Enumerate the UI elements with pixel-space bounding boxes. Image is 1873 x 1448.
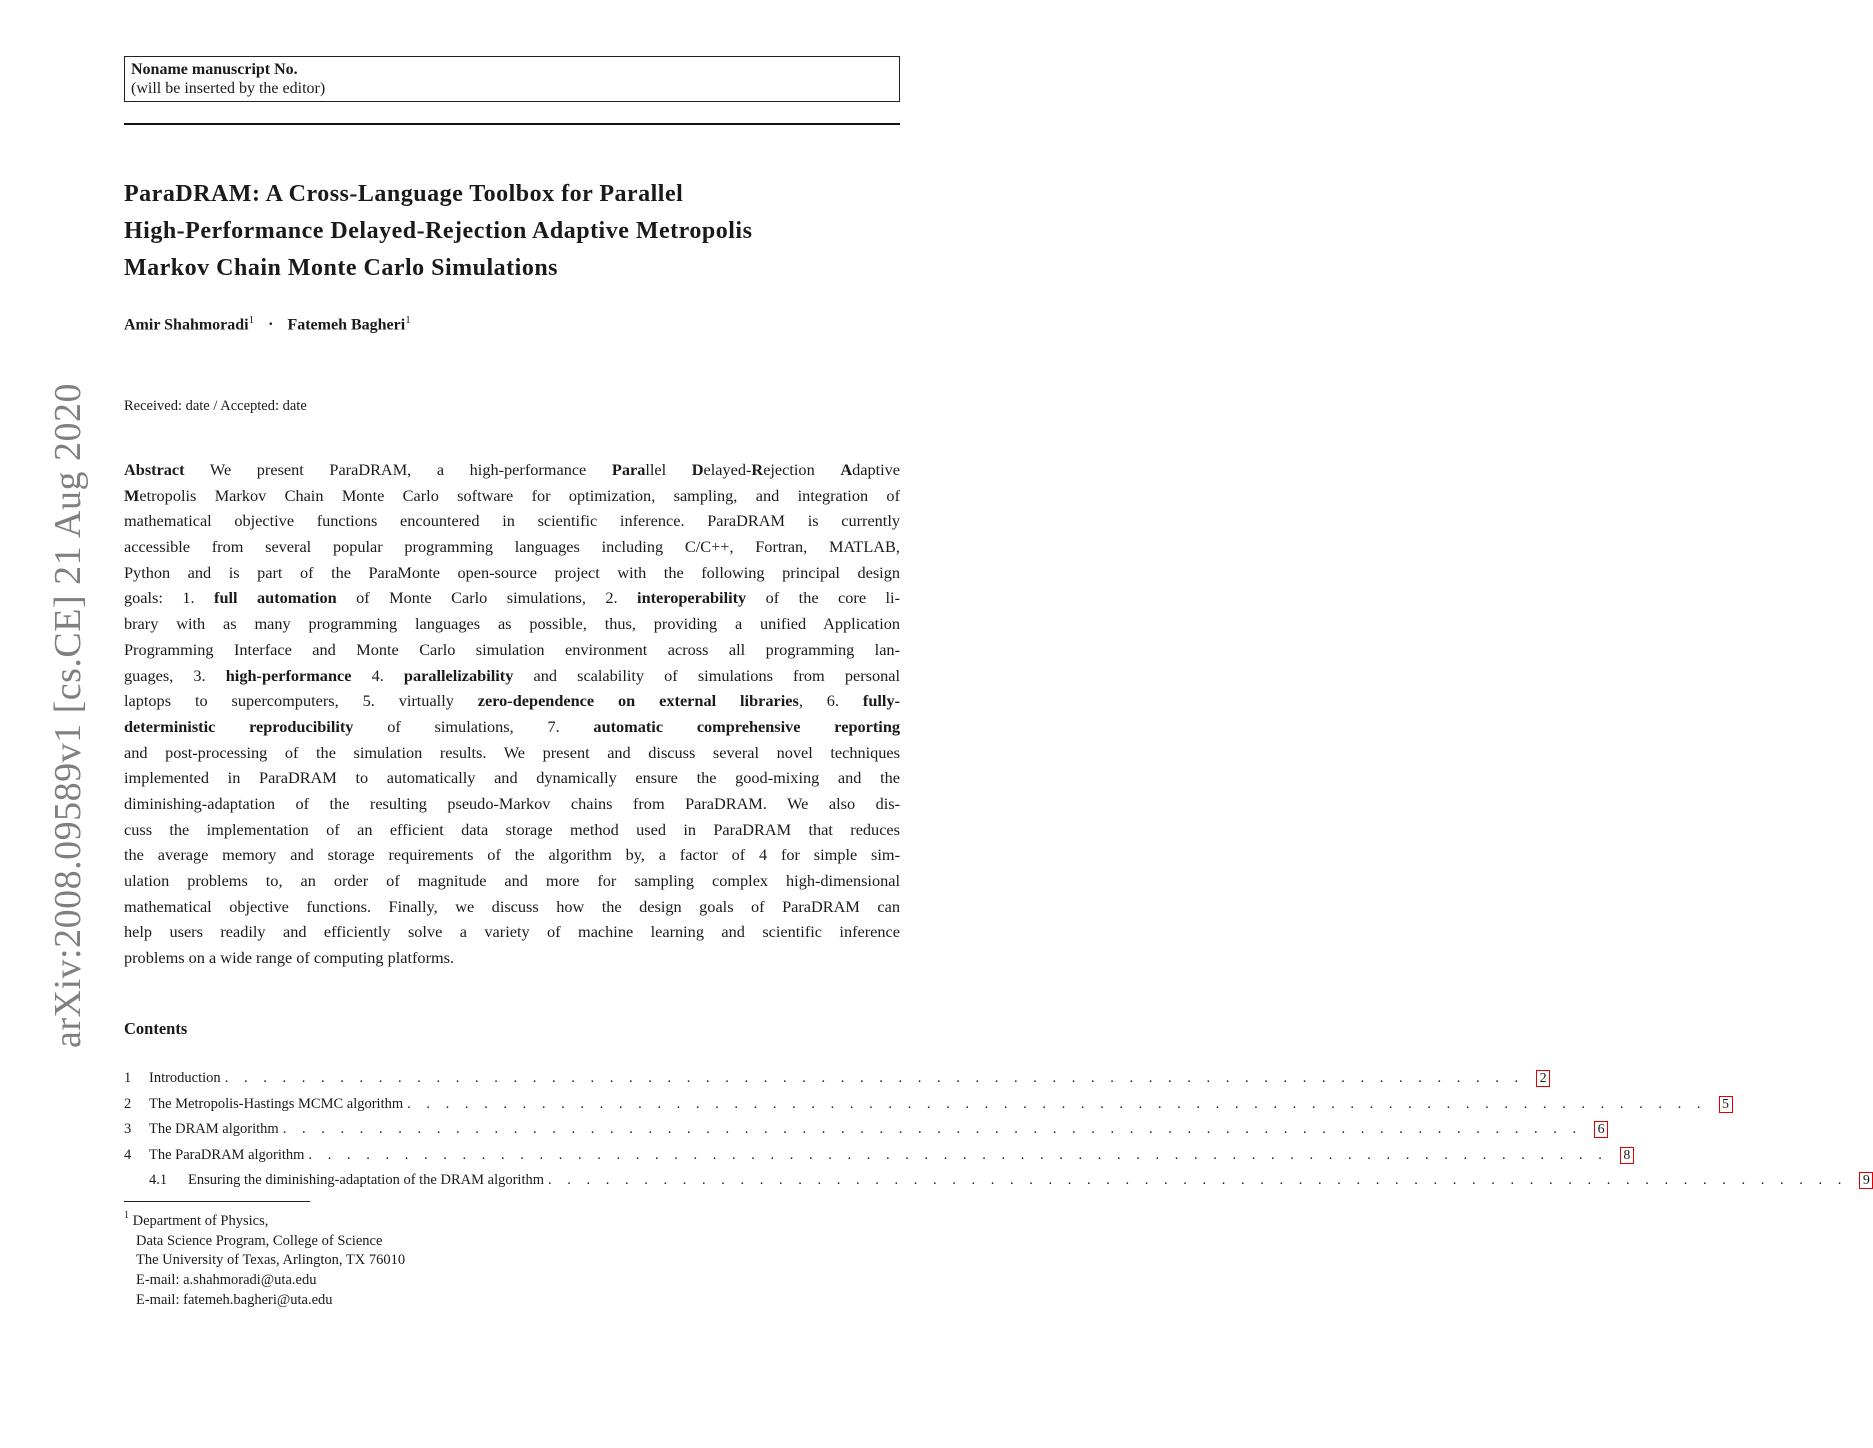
abstract-text: of the core li- — [746, 588, 900, 608]
toc-entry[interactable] — [124, 1143, 1631, 1169]
toc-section-number: 4.1 — [149, 1172, 168, 1189]
abstract-line: Programming Interface and Monte Carlo simulation environment across all programming lan- — [124, 639, 900, 659]
abstract — [124, 457, 900, 971]
authors — [124, 314, 411, 334]
affiliation-mark: 1 — [405, 314, 411, 326]
design-goal: automatic comprehensive reporting — [593, 716, 901, 736]
toc-section-number: 4 — [124, 1146, 132, 1163]
abstract-text: daptive — [852, 460, 901, 479]
abstract-text: llel — [645, 460, 692, 479]
abstract-line: ulation problems to, an order of magnitude and more for sampling complex high-dimensional — [124, 871, 900, 890]
abstract-line — [124, 688, 900, 714]
abstract-text: ejection — [763, 460, 841, 479]
department: Department of Physics, — [132, 1212, 269, 1229]
toc-dot-leader: . . . . . . . . . . . . . . . . . . . . . . . . . . . . . . . . . . . . . . . . . . . . . . . . . . . . . . . . . . . . . . . . . . . . — [407, 1095, 1707, 1112]
toc-entry[interactable] — [124, 1117, 1605, 1143]
title-line-3: Markov Chain Monte Carlo Simulations — [124, 255, 559, 281]
abstract-line: diminishing-adaptation of the resulting pseudo-Markov chains from ParaDRAM. We also dis- — [124, 793, 900, 813]
abstract-line: help users readily and efficiently solve a variety of machine learning and scientific inference — [124, 922, 900, 942]
footnote-line: Data Science Program, College of Science — [136, 1232, 383, 1249]
toc-page-link[interactable]: 8 — [1620, 1147, 1634, 1164]
toc-section-number: 3 — [124, 1121, 132, 1138]
abstract-text: 4. — [351, 665, 404, 685]
abstract-text: goals: 1. — [124, 588, 215, 608]
affiliation-mark: 1 — [248, 314, 255, 326]
manuscript-header-box — [124, 56, 900, 102]
abstract-text: , 6. — [798, 691, 863, 711]
abstract-line: the average memory and storage requirements of the algorithm by, a factor of 4 for simple sim- — [124, 845, 900, 865]
abstract-line: mathematical objective functions encountered in scientific inference. ParaDRAM is currently — [124, 511, 900, 531]
abstract-line — [124, 457, 900, 483]
design-goal: fully- — [862, 691, 901, 711]
abstract-line: accessible from several popular programming languages including C/C++, Fortran, MATLAB, — [124, 537, 900, 557]
toc-section-title[interactable]: Ensuring the diminishing-adaptation of the DRAM algorithm — [188, 1172, 545, 1189]
acronym-highlight: Para — [611, 460, 646, 479]
abstract-text: laptops to supercomputers, 5. virtually — [124, 691, 478, 711]
abstract-text: guages, 3. — [124, 665, 226, 685]
toc-section-number: 1 — [124, 1070, 132, 1087]
design-goal: full automation — [214, 588, 337, 608]
footnote-line: The University of Texas, Arlington, TX 76010 — [136, 1252, 406, 1269]
author-name: Fatemeh Bagheri — [287, 316, 406, 334]
toc-page-link[interactable]: 6 — [1594, 1121, 1608, 1138]
abstract-line: cuss the implementation of an efficient data storage method used in ParaDRAM that reduces — [124, 819, 900, 839]
toc-section-title[interactable]: Introduction — [149, 1070, 221, 1087]
toc-section-title[interactable]: The DRAM algorithm — [149, 1121, 279, 1138]
affiliation-footnote — [124, 1207, 405, 1311]
design-goal: deterministic reproducibility — [124, 716, 354, 736]
contents-heading: Contents — [124, 1019, 188, 1038]
abstract-line: brary with as many programming languages as possible, thus, providing a unified Application — [124, 614, 900, 634]
toc-section-number: 2 — [124, 1095, 132, 1112]
abstract-label: Abstract — [124, 460, 185, 479]
received-date: Received: date / Accepted: date — [124, 398, 307, 414]
table-of-contents — [124, 1066, 1870, 1194]
author-name: Amir Shahmoradi — [124, 316, 249, 334]
toc-page-link[interactable]: 5 — [1719, 1096, 1733, 1113]
footnote-line — [124, 1207, 405, 1232]
manuscript-number: Noname manuscript No. — [131, 61, 298, 78]
arxiv-identifier: arXiv:2008.09589v1 [cs.CE] 21 Aug 2020 — [47, 383, 89, 1048]
author-separator: · — [268, 316, 274, 334]
abstract-line — [124, 663, 900, 689]
toc-page-link[interactable]: 2 — [1536, 1070, 1550, 1087]
abstract-text: of Monte Carlo simulations, 2. — [336, 588, 638, 608]
toc-dot-leader: . . . . . . . . . . . . . . . . . . . . . . . . . . . . . . . . . . . . . . . . . . . . . . . . . . . . . . . . . . . . . . . . . . . . — [548, 1172, 1848, 1189]
email-line: E-mail: a.shahmoradi@uta.edu — [136, 1272, 317, 1289]
abstract-line: Python and is part of the ParaMonte open-source project with the following principal design — [124, 562, 900, 582]
abstract-line — [124, 585, 900, 611]
abstract-line — [124, 714, 900, 740]
title-line-1: ParaDRAM: A Cross-Language Toolbox for Parallel — [124, 181, 684, 207]
email-line: E-mail: fatemeh.bagheri@uta.edu — [136, 1292, 333, 1309]
toc-entry[interactable] — [124, 1168, 1870, 1194]
title-line-2: High-Performance Delayed-Rejection Adaptive Metropolis — [124, 218, 753, 244]
abstract-line — [124, 483, 900, 509]
header-rule — [124, 123, 900, 125]
abstract-line: and post-processing of the simulation results. We present and discuss several novel techniques — [124, 742, 900, 762]
design-goal: interoperability — [637, 588, 747, 608]
abstract-text: of simulations, 7. — [353, 716, 594, 736]
editor-note: (will be inserted by the editor) — [131, 80, 326, 97]
design-goal: high-performance — [225, 665, 352, 685]
toc-dot-leader: . . . . . . . . . . . . . . . . . . . . . . . . . . . . . . . . . . . . . . . . . . . . . . . . . . . . . . . . . . . . . . . . . . . . — [224, 1070, 1525, 1087]
design-goal: zero-dependence on external libraries — [477, 691, 799, 711]
acronym-highlight: D — [691, 460, 704, 479]
abstract-text: and scalability of simulations from personal — [513, 665, 900, 685]
toc-section-title[interactable]: The Metropolis-Hastings MCMC algorithm — [149, 1095, 404, 1112]
paper-title — [124, 176, 924, 287]
abstract-text: etropolis Markov Chain Monte Carlo software for optimization, sampling, and integration of — [139, 485, 900, 505]
design-goal: parallelizability — [403, 665, 514, 685]
toc-entry[interactable] — [124, 1066, 1547, 1092]
abstract-line: mathematical objective functions. Finally, we discuss how the design goals of ParaDRAM can — [124, 896, 900, 916]
acronym-highlight: M — [124, 485, 140, 505]
footnote-mark: 1 — [124, 1210, 129, 1221]
abstract-text: elayed- — [703, 460, 752, 479]
toc-section-title[interactable]: The ParaDRAM algorithm — [149, 1146, 305, 1163]
abstract-text: We present ParaDRAM, a high-performance — [184, 460, 612, 479]
toc-page-link[interactable]: 9 — [1859, 1172, 1873, 1189]
toc-entry[interactable] — [124, 1092, 1730, 1118]
acronym-highlight: R — [751, 460, 764, 479]
abstract-line: problems on a wide range of computing platforms. — [124, 948, 455, 968]
acronym-highlight: A — [840, 460, 853, 479]
abstract-line: implemented in ParaDRAM to automatically and dynamically ensure the good-mixing and the — [124, 768, 900, 788]
toc-dot-leader: . . . . . . . . . . . . . . . . . . . . . . . . . . . . . . . . . . . . . . . . . . . . . . . . . . . . . . . . . . . . . . . . . . . . — [282, 1121, 1583, 1138]
toc-dot-leader: . . . . . . . . . . . . . . . . . . . . . . . . . . . . . . . . . . . . . . . . . . . . . . . . . . . . . . . . . . . . . . . . . . . . — [308, 1146, 1608, 1163]
footnote-rule — [124, 1201, 310, 1202]
